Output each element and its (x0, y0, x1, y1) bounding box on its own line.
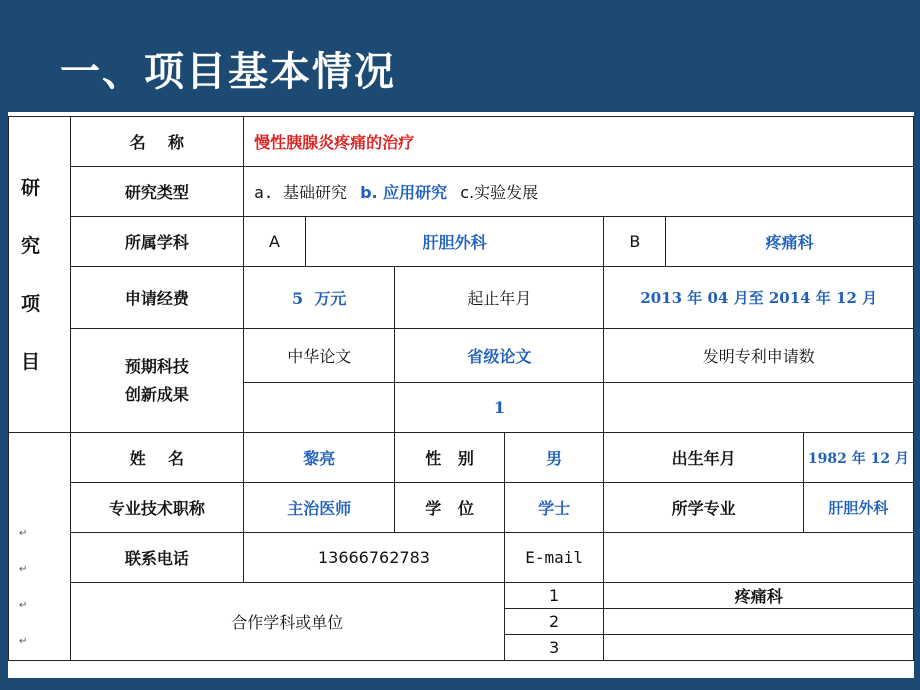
outcome-value-patent (604, 383, 914, 433)
research-type-c: c.实验发展 (460, 183, 539, 202)
outcome-header-national: 中华论文 (244, 329, 395, 383)
research-type-options (244, 167, 914, 217)
professional-title-label: 专业技术职称 (70, 483, 243, 533)
research-type-label: 研究类型 (70, 167, 243, 217)
gender-label: 性 别 (395, 433, 505, 483)
funds-label: 申请经费 (70, 267, 243, 329)
research-project-side-label (9, 117, 71, 433)
applicant-side-cell (9, 433, 71, 661)
paragraph-mark: ↵ (19, 636, 28, 647)
outcome-header-patent: 发明专利申请数 (604, 329, 914, 383)
project-form-sheet (8, 112, 914, 678)
expected-outcome-label-line1: 预期科技 (124, 356, 189, 376)
applicant-name-label: 姓 名 (70, 433, 243, 483)
degree-value: 学士 (504, 483, 604, 533)
cooperation-label: 合作学科或单位 (70, 583, 504, 661)
paragraph-mark: ↵ (19, 600, 28, 611)
email-label: E-mail (504, 533, 604, 583)
major-label: 所学专业 (604, 483, 803, 533)
professional-title-value: 主治医师 (244, 483, 395, 533)
applicant-name-value: 黎亮 (244, 433, 395, 483)
phone-label: 联系电话 (70, 533, 243, 583)
outcome-value-provincial: 1 (395, 383, 604, 433)
discipline-a-value: 肝胆外科 (305, 217, 604, 267)
outcome-header-provincial: 省级论文 (395, 329, 604, 383)
birth-value: 1982 年 12 月 (803, 433, 913, 483)
period-value: 2013 年 04 月至 2014 年 12 月 (604, 267, 914, 329)
outcome-value-national (244, 383, 395, 433)
coop-row-value: 疼痛科 (604, 583, 914, 609)
side-char: 研 (21, 176, 41, 199)
side-char: 究 (21, 234, 41, 257)
side-char: 目 (21, 350, 41, 373)
degree-label: 学 位 (395, 483, 505, 533)
discipline-b-value: 疼痛科 (666, 217, 914, 267)
side-char: 项 (21, 292, 41, 315)
expected-outcome-label-line2: 创新成果 (124, 384, 189, 404)
period-label: 起止年月 (395, 267, 604, 329)
research-type-b: b. 应用研究 (360, 183, 448, 202)
project-name-value: 慢性胰腺炎疼痛的治疗 (244, 117, 914, 167)
paragraph-mark: ↵ (19, 564, 28, 575)
coop-row-number: 2 (504, 609, 604, 635)
coop-row-number: 1 (504, 583, 604, 609)
coop-row-value (604, 609, 914, 635)
discipline-b-code: B (604, 217, 666, 267)
discipline-a-code: A (244, 217, 306, 267)
birth-label: 出生年月 (604, 433, 803, 483)
major-value: 肝胆外科 (803, 483, 913, 533)
expected-outcome-label (70, 329, 243, 433)
email-value (604, 533, 914, 583)
project-name-label: 名 称 (70, 117, 243, 167)
phone-value: 13666762783 (244, 533, 505, 583)
research-type-a: a. 基础研究 (254, 183, 347, 202)
project-info-table (8, 116, 914, 661)
funds-value: 5 万元 (244, 267, 395, 329)
discipline-label: 所属学科 (70, 217, 243, 267)
gender-value: 男 (504, 433, 604, 483)
coop-row-value (604, 635, 914, 661)
slide-title: 一、项目基本情况 (60, 49, 396, 95)
coop-row-number: 3 (504, 635, 604, 661)
paragraph-mark: ↵ (19, 528, 28, 539)
